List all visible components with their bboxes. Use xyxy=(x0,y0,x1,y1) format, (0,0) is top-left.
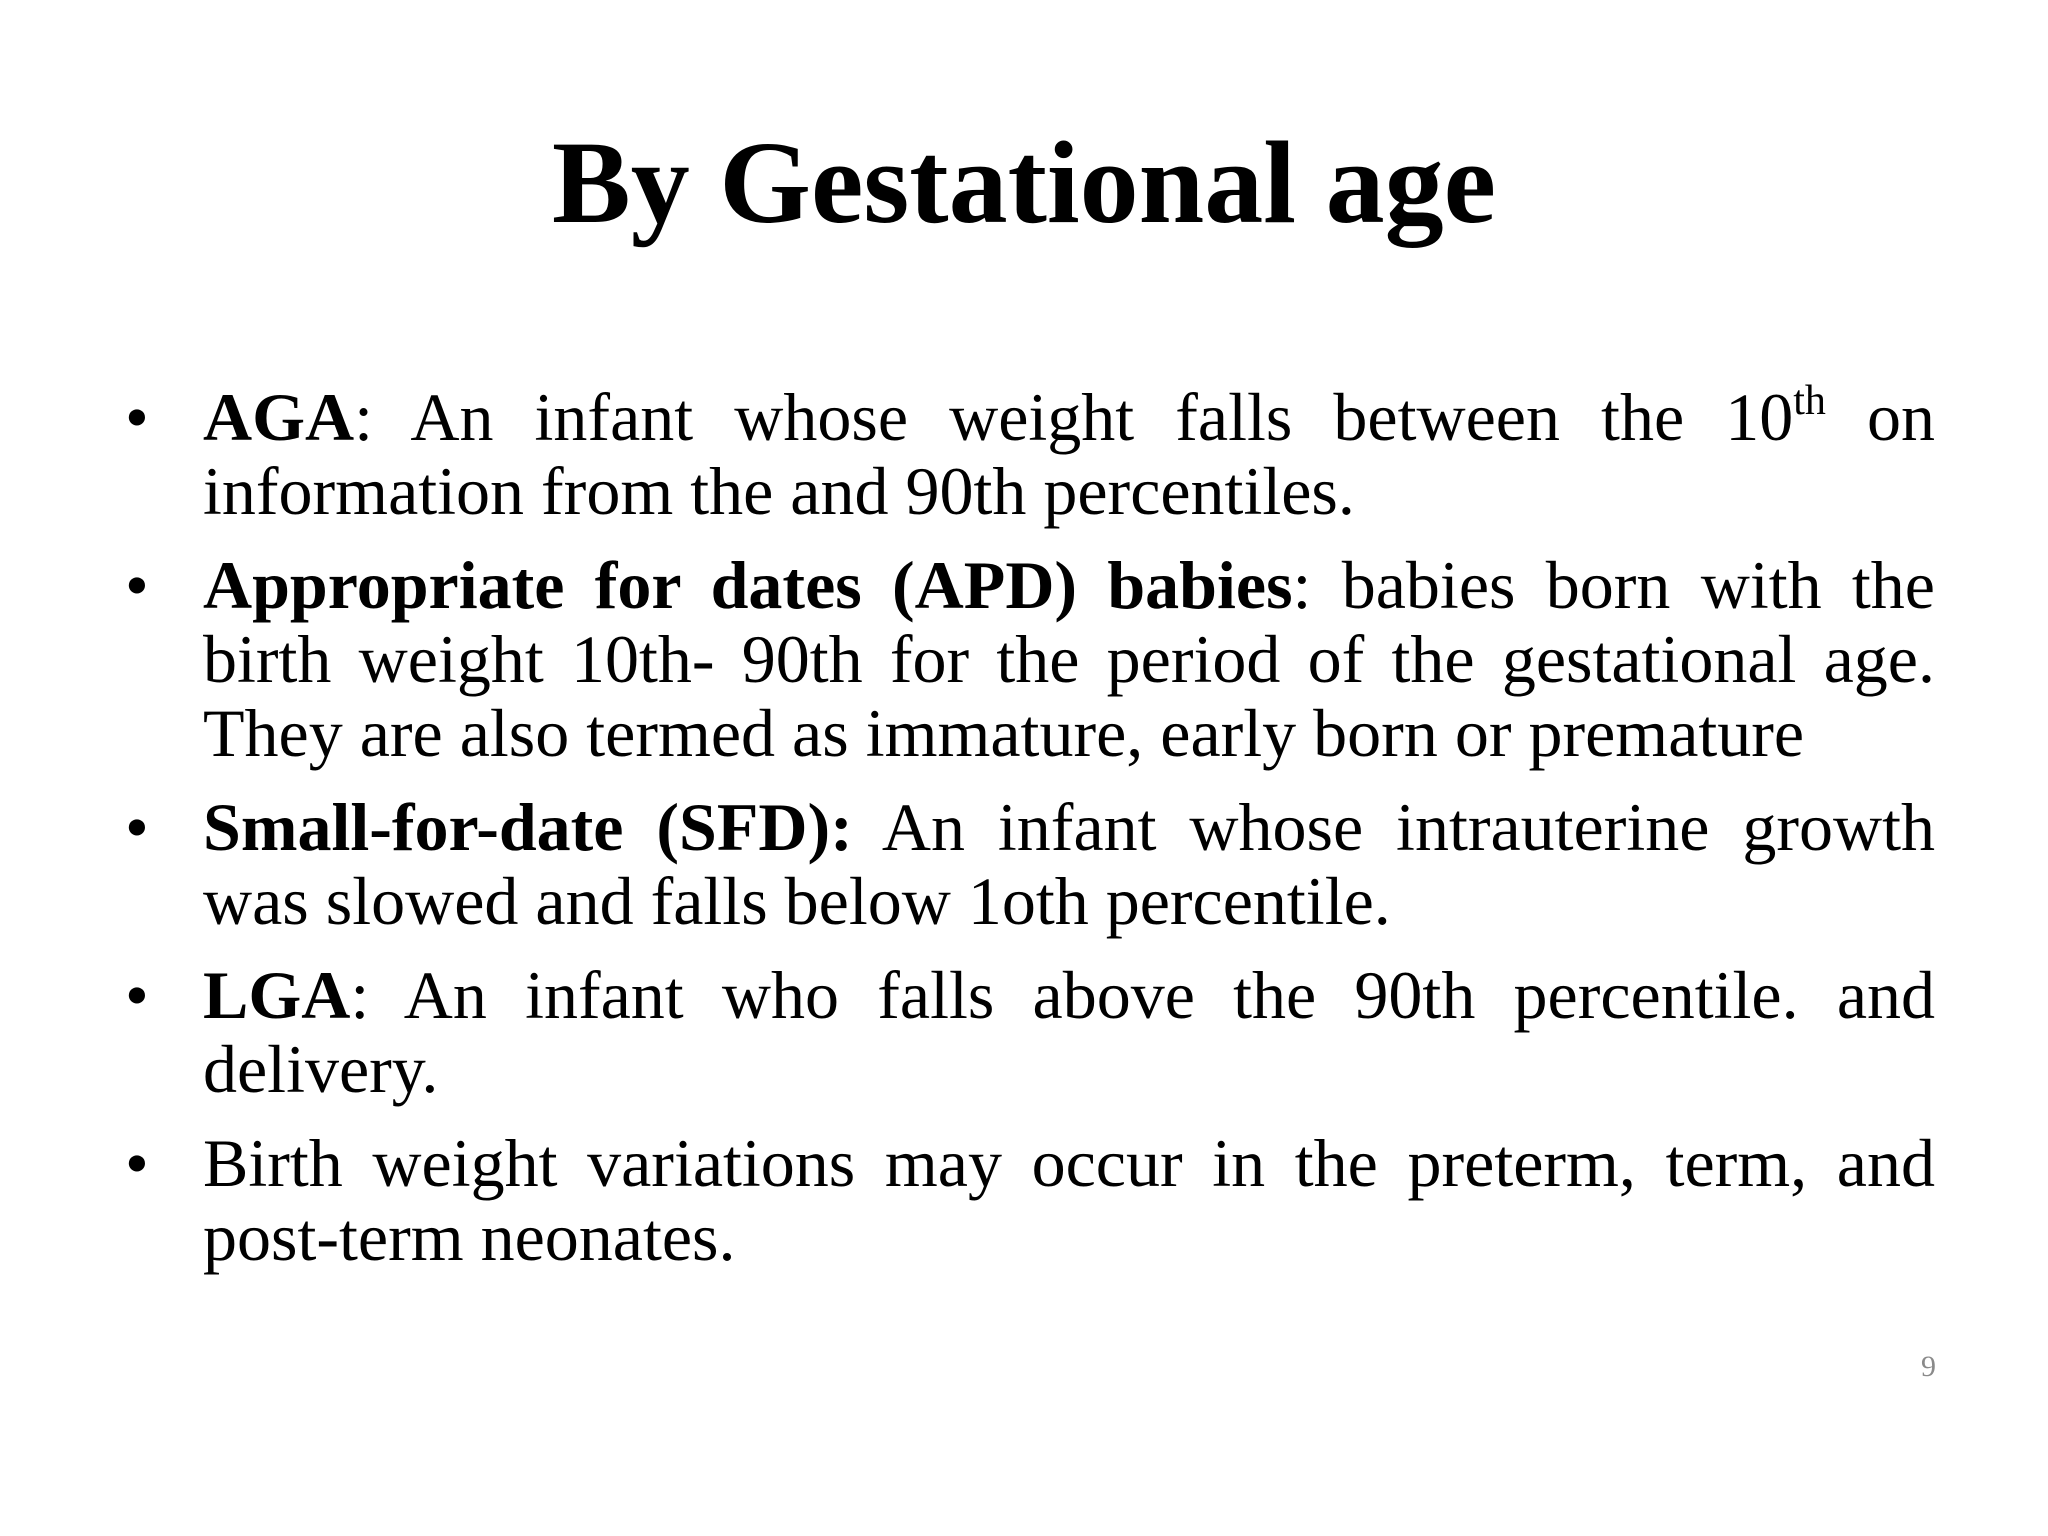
bullet-marker: • xyxy=(125,1125,149,1201)
term-separator: : xyxy=(354,379,411,455)
term-apd: Appropriate for dates (APD) babies xyxy=(203,547,1293,623)
bullet-sfd xyxy=(125,790,1935,938)
term-separator: : xyxy=(1292,547,1342,623)
slide-title: By Gestational age xyxy=(552,117,1496,248)
bullet-lga xyxy=(125,958,1935,1106)
bullet-aga xyxy=(125,380,1935,528)
superscript-th: th xyxy=(1793,378,1826,424)
definition-text-continued: on information from the and 90th percentiles. xyxy=(203,379,1935,529)
bullet-birth-weight-variations xyxy=(125,1126,1935,1274)
page-number: 9 xyxy=(1921,1350,1936,1383)
bullet-marker: • xyxy=(125,547,149,623)
bullet-marker: • xyxy=(125,379,149,455)
term-separator xyxy=(853,789,882,865)
term-separator: : xyxy=(350,957,404,1033)
definition-text: babies born with the birth weight 10th- 90th for the period of the gestational age. They are also termed as immature, early born or premature xyxy=(203,547,1935,771)
bullet-list xyxy=(125,380,1935,1294)
term-lga: LGA xyxy=(203,957,351,1033)
definition-text: An infant who falls above the 90th percentile. and delivery. xyxy=(203,957,1936,1107)
bullet-marker: • xyxy=(125,957,149,1033)
term-sfd: Small-for-date (SFD): xyxy=(203,789,853,865)
bullet-marker: • xyxy=(125,789,149,865)
term-aga: AGA xyxy=(203,379,355,455)
definition-text: An infant whose intrauterine growth was slowed and falls below 1oth percentile. xyxy=(203,789,1935,939)
definition-text: An infant whose weight falls between the 10 xyxy=(410,379,1794,455)
bullet-text: Birth weight variations may occur in the preterm, term, and post-term neonates. xyxy=(203,1125,1935,1275)
bullet-apd xyxy=(125,548,1935,770)
